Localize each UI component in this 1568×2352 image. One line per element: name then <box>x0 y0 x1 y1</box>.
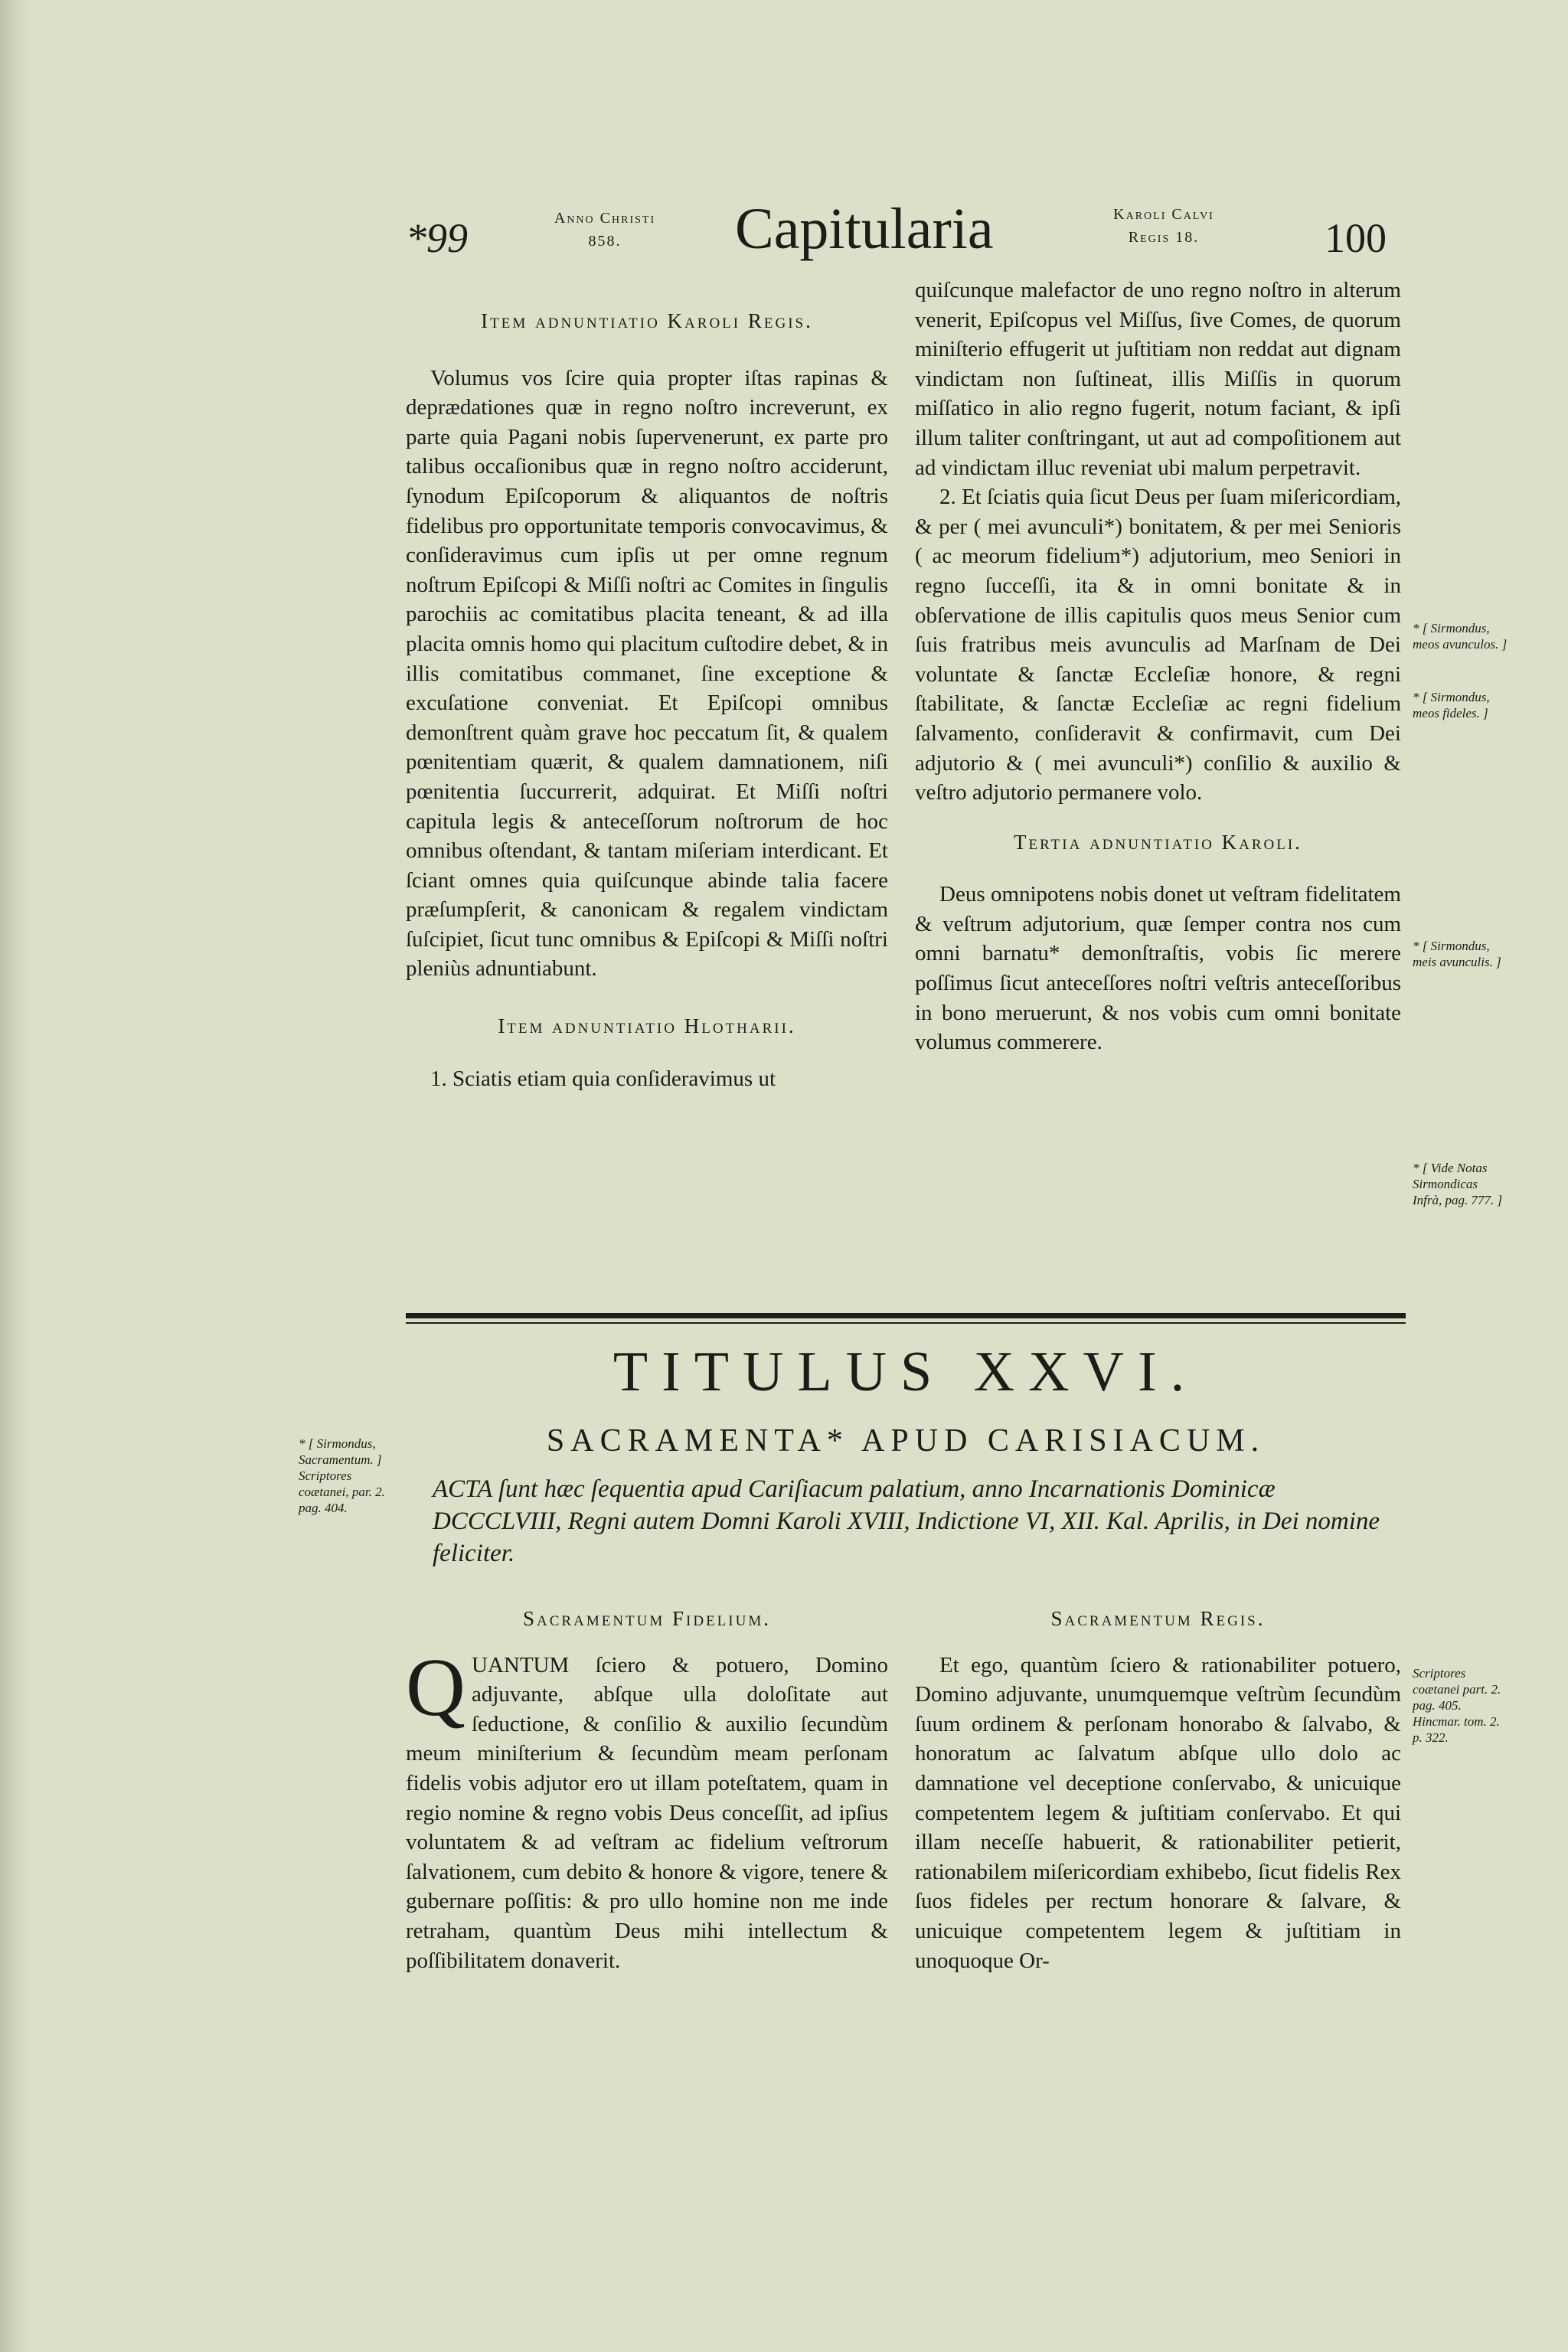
drop-cap: Q <box>406 1642 466 1733</box>
acta-paragraph: ACTA ſunt hæc ſequentia apud Cariſiacum palatium, anno Incarnationis Dominicæ DCCCLVIII, Regni autem Domni Karoli XVIII, Indictione VI, XII. Kal. Aprilis, in Dei nomine feliciter. <box>433 1475 1380 1567</box>
header-year: 858. <box>588 233 622 250</box>
left-column <box>406 306 888 1093</box>
left-paragraph-1: Volumus vos ſcire quia propter iſtas rapinas & deprædationes quæ in regno noſtro increverunt, ex parte quia Pagani nobis ſupervenerunt, ex parte pro talibus occaſionibus quæ in regno noſtro acciderunt, ſynodum Epiſcoporum & aliquantos de noſtris fidelibus pro opportunitate temporis convocavimus, & conſideravimus cum ipſis ut per omne regnum noſtrum Epiſcopi & Miſſi noſtri ac Comites in ſingulis parochiis ac comitatibus placita teneant, & ad illa placita omnis homo qui placitum cuſtodire debet, & in illis comitatibus commanet, ſine exceptione & excuſatione conveniat. Et Epiſcopi omnibus demonſtrent quàm grave hoc peccatum ſit, & qualem pœnitentiam quærit, & qualem damnationem, niſi pœnitentia ſuccurrerit, adquirat. Et Miſſi noſtri capitula legis & anteceſſorum noſtrorum de hoc omnibus oſtendant, & tantam miſeriam interdicant. Et ſciant omnes quia quiſcunque abinde talia facere præſumpſerit, & canonicam & regalem vindictam ſuſcipiet, ſicut tunc omnibus & Epiſcopi & Miſſi noſtri pleniùs adnuntiabunt. <box>406 365 888 982</box>
margin-note-2: * [ Sirmondus, meos fideles. ] <box>1413 690 1490 720</box>
header-karoli-label: Karoli Calvi <box>1113 206 1214 223</box>
right-paragraph-2: 2. Et ſciatis quia ſicut Deus per ſuam miſericordiam, & per ( mei avunculi*) bonitatem, & per mei Senioris ( ac meorum fidelium*) adjutorium, meo Seniori in regno ſucceſſi, ita & in omni bonitate & in obſervatione de illis capitulis quos meus Senior cum ſuis fratribus meis avunculis ad Marſnam de Dei voluntate & ſanctæ Eccleſiæ honore, & regni ſtabilitate, & ſanctæ Eccleſiæ ac regni fidelium ſalvamento, conſideravit & confirmavit, cum Dei adjutorio & ( mei avunculi*) conſilio & auxilio & veſtro adjutorio permanere volo. <box>915 485 1401 805</box>
left-heading-1: Item adnuntiatio Karoli Regis. <box>481 309 813 332</box>
sacramentum-regis-column <box>915 1604 1401 1975</box>
right-paragraph-3: Deus omnipotens nobis donet ut veſtram fidelitatem & veſtrum adjutorium, quæ ſemper contra nos cum omni barnatu* demonſtraſtis, vobis ſic merere poſſimus ſicut anteceſſores noſtri veſtris anteceſſoribus in bono meruerunt, & nos vobis cum omni bonitate volumus commerere. <box>915 882 1401 1055</box>
header-anno <box>528 207 681 253</box>
sacramentum-regis-heading: Sacramentum Regis. <box>1050 1607 1266 1630</box>
margin-note-5: * [ Sirmondus, Sacramentum. ] Scriptores coætanei, par. 2. pag. 404. <box>299 1436 385 1515</box>
page-number-left: *99 <box>406 215 468 261</box>
section-rule-thick <box>406 1313 1406 1318</box>
sacramentum-fidelium-column <box>406 1604 888 1975</box>
margin-note-6: Scriptores coætanei part. 2. pag. 405. Hincmar. tom. 2. p. 322. <box>1413 1666 1501 1745</box>
sacramentum-fidelium-text: UANTUM ſciero & potuero, Domino adjuvante, abſque ulla doloſitate aut ſeductione, & conſilio & auxilio ſecundùm meum miniſterium & ſecundùm meam perſonam fidelis vobis adjutor ero ut illam poteſtatem, quam in regio nomine & regno vobis Deus conceſſit, ad ipſius voluntatem & ad veſtram ac fidelium veſtrorum ſalvationem, cum debito & honore & vigore, tenere & gubernare poſſitis: & pro ullo homine non me inde retraham, quantùm Deus mihi intellectum & poſſibilitatem donaverit. <box>406 1652 888 1973</box>
header-anno-label: Anno Christi <box>554 210 656 227</box>
titulus-title: TITULUS XXVI. <box>612 1341 1199 1403</box>
sacramentum-fidelium-heading: Sacramentum Fidelium. <box>523 1607 771 1630</box>
running-header <box>0 191 1568 276</box>
margin-note-1: * [ Sirmondus, meos avunculos. ] <box>1413 621 1508 652</box>
right-column <box>915 276 1401 1057</box>
titulus-subtitle: SACRAMENTA* APUD CARISIACUM. <box>546 1423 1266 1459</box>
sacramentum-fidelium-text-wrap <box>406 1642 888 1976</box>
header-regis: Regis 18. <box>1128 229 1200 246</box>
section-rule-thin <box>406 1322 1406 1324</box>
page-number-right: 100 <box>1325 215 1387 261</box>
right-heading: Tertia adnuntiatio Karoli. <box>1014 830 1302 854</box>
left-paragraph-2: 1. Sciatis etiam quia conſideravimus ut <box>430 1066 776 1091</box>
margin-note-3: * [ Sirmondus, meis avunculis. ] <box>1413 939 1501 969</box>
sacramentum-regis-text: Et ego, quantùm ſciero & rationabiliter potuero, Domino adjuvante, unumquemque veſtrùm ſecundùm ſuum ordinem & perſonam honorabo & ſalvabo, & honoratum ac ſalvatum abſque ullo dolo ac damnatione vel deceptione conſervabo, & unicuique competentem legem & juſtitiam conſervabo. Et qui illam neceſſe habuerit, & rationabiliter petierit, rationabilem miſericordiam exhibebo, ſicut fidelis Rex ſuos fideles per rectum honorare & ſalvare, & unicuique competentem legem & juſtitiam in unoquoque Or- <box>915 1652 1401 1973</box>
margin-note-4: * [ Vide Notas Sirmondicas Infrà, pag. 777. ] <box>1413 1161 1503 1207</box>
left-heading-2: Item adnuntiatio Hlotharii. <box>498 1014 796 1038</box>
header-karoli <box>1080 203 1248 249</box>
header-title: Capitularia <box>735 197 994 261</box>
right-paragraph-1: quiſcunque malefactor de uno regno noſtro in alterum venerit, Epiſcopus vel Miſſus, ſive Comes, de quorum miniſterio effugerit ut juſtitiam non reddat aut dignam vindictam non ſuſtineat, illis Miſſis in quorum miſſatico in alio regno fugerit, notum faciant, & ipſi illum taliter conſtringant, ut aut ad compoſitionem aut ad vindictam illuc reveniat ubi malum perpetravit. <box>915 278 1401 480</box>
page-binding-shadow <box>0 0 32 2352</box>
